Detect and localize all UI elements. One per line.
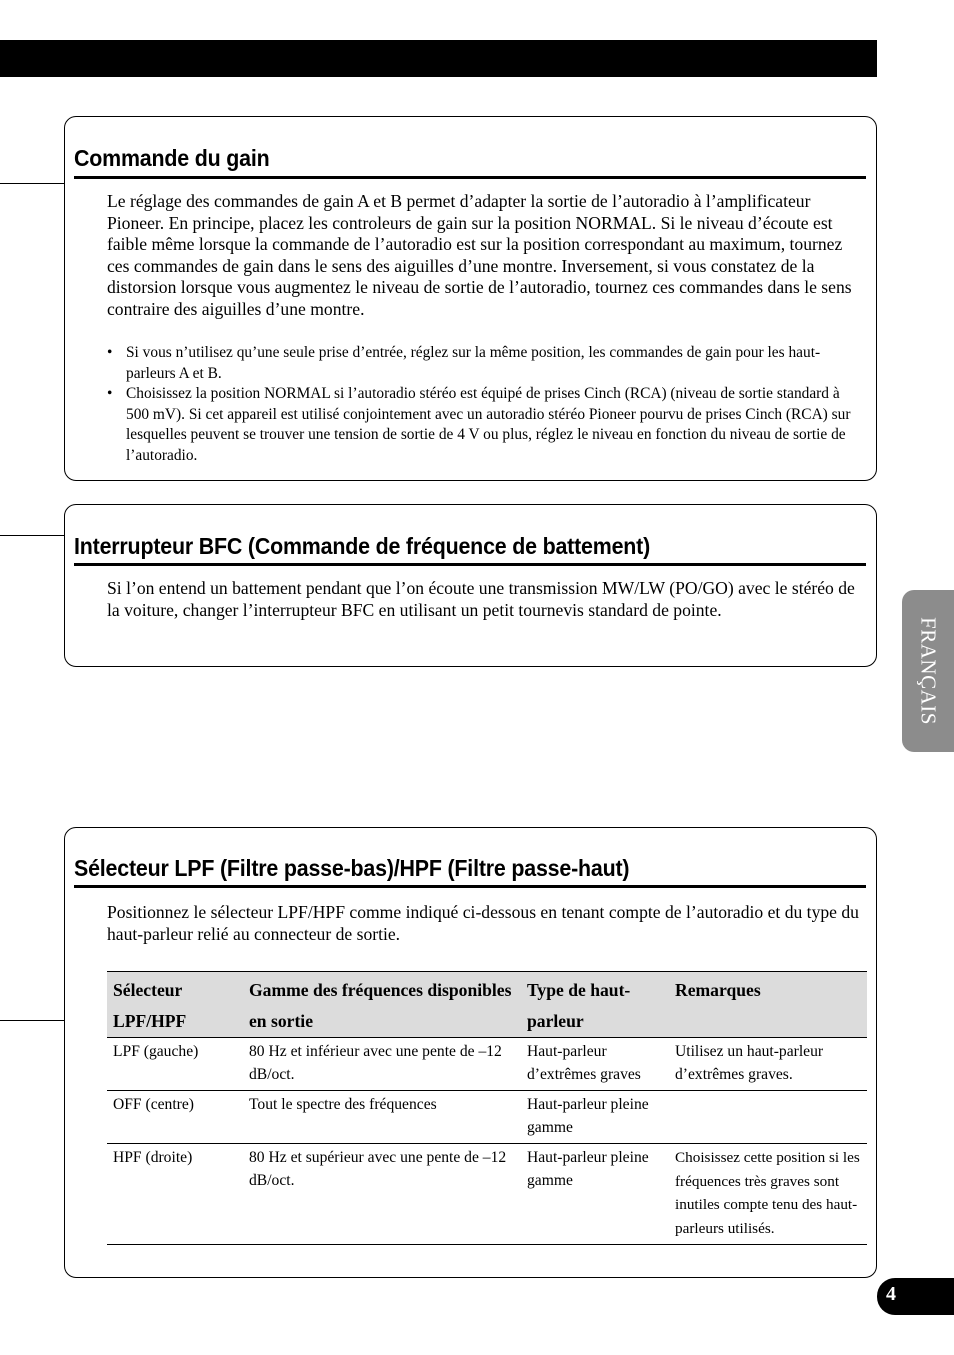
table-cell: Haut-parleur pleine gamme — [521, 1144, 669, 1245]
heading-rule — [74, 176, 866, 179]
list-item: • Si vous n’utilisez qu’une seule prise d’entrée, réglez sur la même position, les commandes de gain pour les haut-parleurs A et B. — [107, 343, 864, 384]
lpf-heading: Sélecteur LPF (Filtre passe-bas)/HPF (Filtre passe-haut) — [74, 855, 630, 881]
table-cell: 80 Hz et inférieur avec une pente de –12 dB/oct. — [243, 1038, 521, 1091]
bfc-section — [64, 504, 877, 667]
list-item: • Choisissez la position NORMAL si l’autoradio stéréo est équipé de prises Cinch (RCA) (niveau de sortie standard à 500 mV). Si cet appareil est utilisé conjointement avec un autoradio stéréo Pioneer pourvu de prises Cinch (RCA) sur lesquelles peuvent se trouver une tension de sortie de 4 V ou plus, réglez le niveau en fonction du niveau de sortie de l’autoradio. — [107, 384, 864, 466]
heading-rule — [74, 563, 866, 566]
margin-rule — [0, 183, 64, 184]
gain-heading: Commande du gain — [74, 145, 270, 171]
gain-paragraph: Le réglage des commandes de gain A et B permet d’adapter la sortie de l’autoradio à l’amplificateur Pioneer. En principe, placez les controleurs de gain sur la position NORMAL. Si le niveau d’écoute est faible même lorsque la commande de l’autoradio est sur la position correspondant au maximum, tournez ces commandes de gain dans le sens des aiguilles d’une montre. Inversement, si vous constatez de la distorsion lorsque vous augmentez le niveau de sortie de l’autoradio, tournez ces commandes dans le sens contraire des aiguilles d’une montre. — [107, 191, 852, 319]
column-header: Gamme des fréquences disponibles en sortie — [243, 972, 521, 1038]
language-tab — [902, 590, 954, 752]
table-cell: Haut-parleur d’extrêmes graves — [521, 1038, 669, 1091]
column-header: Type de haut-parleur — [521, 972, 669, 1038]
table-cell — [669, 1091, 867, 1144]
gain-section — [64, 116, 877, 481]
table-row — [107, 1144, 867, 1245]
lpf-paragraph: Positionnez le sélecteur LPF/HPF comme indiqué ci-dessous en tenant compte de l’autoradio et du type du haut-parleur relié au connecteur de sortie. — [107, 902, 859, 944]
heading-rule — [74, 885, 866, 888]
filter-table — [107, 971, 867, 1245]
table-cell: Choisissez cette position si les fréquences très graves sont inutiles compte tenu des haut-parleurs utilisés. — [669, 1144, 867, 1245]
table-cell: 80 Hz et supérieur avec une pente de –12 dB/oct. — [243, 1144, 521, 1245]
table-cell: Haut-parleur pleine gamme — [521, 1091, 669, 1144]
page-number-tab — [877, 1278, 954, 1315]
table-cell: HPF (droite) — [107, 1144, 243, 1245]
column-header: Sélecteur LPF/HPF — [107, 972, 243, 1038]
bfc-paragraph: Si l’on entend un battement pendant que l’on écoute une transmission MW/LW (PO/GO) avec le stéréo de la voiture, changer l’interrupteur BFC en utilisant un petit tournevis standard de pointe. — [107, 578, 855, 620]
table-cell: Tout le spectre des fréquences — [243, 1091, 521, 1144]
margin-rule — [0, 535, 64, 536]
lpf-section — [64, 827, 877, 1278]
table-cell: LPF (gauche) — [107, 1038, 243, 1091]
column-header: Remarques — [669, 972, 867, 1038]
language-label: FRANÇAIS — [916, 617, 941, 725]
bfc-heading: Interrupteur BFC (Commande de fréquence de battement) — [74, 533, 651, 559]
table-header-row — [107, 972, 867, 1038]
page-number: 4 — [886, 1283, 896, 1305]
margin-rule — [0, 1020, 64, 1021]
gain-notes — [107, 343, 864, 467]
table-row — [107, 1091, 867, 1144]
table-cell: Utilisez un haut-parleur d’extrêmes graves. — [669, 1038, 867, 1091]
header-bar — [0, 40, 877, 77]
table-row — [107, 1038, 867, 1091]
table-cell: OFF (centre) — [107, 1091, 243, 1144]
